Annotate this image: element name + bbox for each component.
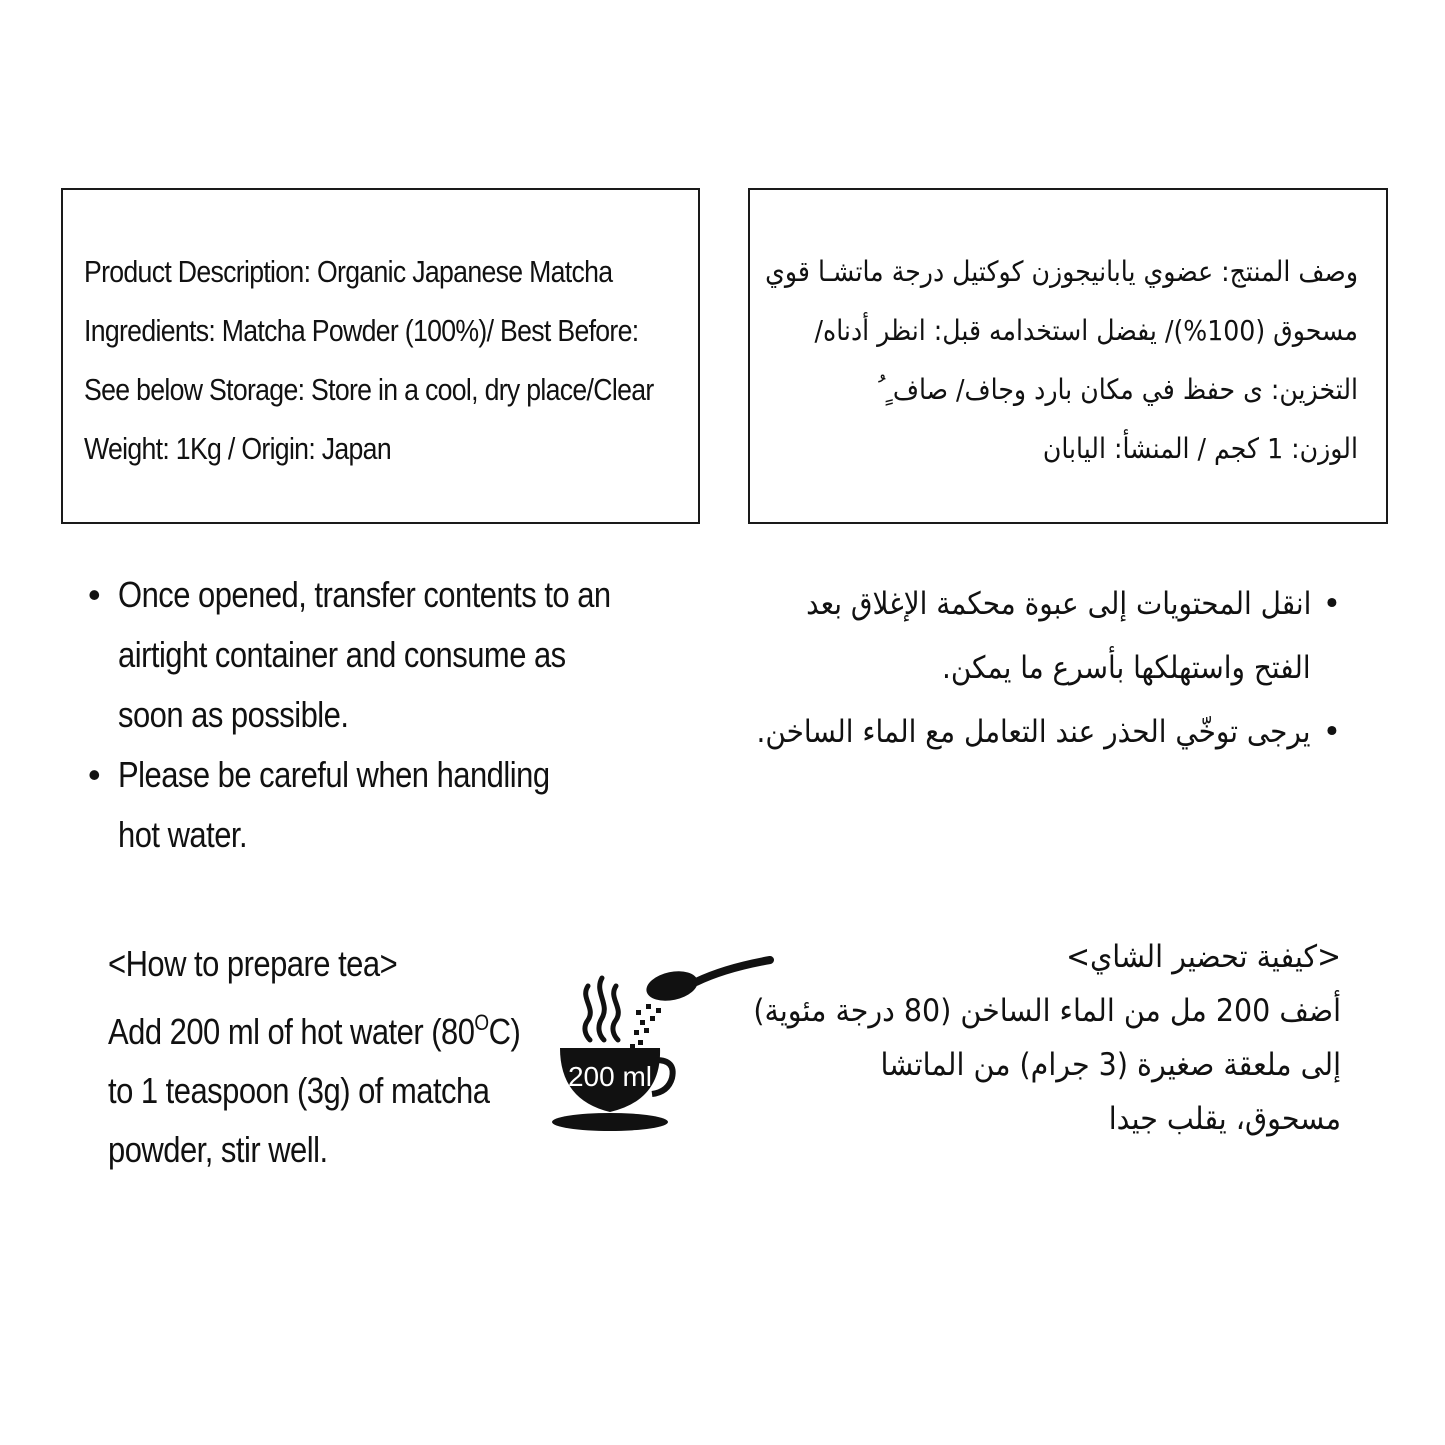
steam-icon xyxy=(585,978,618,1040)
ingredients-line: Ingredients: Matcha Powder (100%)/ Best Before: xyxy=(84,313,639,348)
preparation-title: <How to prepare tea> xyxy=(108,943,398,984)
note-text: hot water. xyxy=(118,814,248,855)
powder-particles-icon xyxy=(630,1004,661,1049)
preparation-title-ar: <كيفية تحضير الشاي> xyxy=(1066,939,1341,975)
product-info-box-en xyxy=(61,188,700,524)
note-text: Once opened, transfer contents to an xyxy=(118,574,611,615)
product-description-line-ar: وصف المنتج: عضوي يابانيجوزن كوكتيل درجة ماتشـا قوي xyxy=(765,255,1358,288)
preparation-instructions-ar xyxy=(721,930,1341,1146)
bullet-icon: • xyxy=(88,754,101,795)
note-text: Please be careful when handling xyxy=(118,754,550,795)
storage-notes-en xyxy=(84,565,684,865)
bullet-icon: • xyxy=(1322,586,1341,622)
list-item xyxy=(725,700,1345,764)
preparation-step-ar: مسحوق، يقلب جيدا xyxy=(1108,1101,1341,1137)
bullet-icon: • xyxy=(1322,714,1341,750)
saucer-icon xyxy=(552,1113,668,1131)
ingredients-line-ar: مسحوق (100%)/ يفضل استخدامه قبل: انظر أدناه/ xyxy=(814,314,1358,347)
preparation-step: powder, stir well. xyxy=(108,1129,328,1170)
degree-symbol: O xyxy=(474,1010,489,1035)
note-text: airtight container and consume as xyxy=(118,634,566,675)
product-info-box-ar xyxy=(748,188,1388,524)
cup-volume-label: 200 ml xyxy=(567,1061,653,1092)
bullet-icon: • xyxy=(88,574,101,615)
preparation-step-ar: أضف 200 مل من الماء الساخن (80 درجة مئوية) xyxy=(753,993,1341,1029)
weight-origin-line-ar: الوزن: 1 كجم / المنشأ: اليابان xyxy=(1042,432,1358,465)
note-text-ar: انقل المحتويات إلى عبوة محكمة الإغلاق بعد xyxy=(805,586,1311,622)
list-item xyxy=(725,572,1345,700)
preparation-step-ar: إلى ملعقة صغيرة (3 جرام) من الماتشا xyxy=(880,1047,1341,1083)
preparation-step: Add 200 ml of hot water $(80^OC)$ xyxy=(108,1010,521,1052)
list-item xyxy=(84,565,684,745)
preparation-step: to 1 teaspoon (3g) of matcha xyxy=(108,1070,490,1111)
preparation-instructions-en xyxy=(108,934,568,1179)
weight-origin-line: Weight: 1Kg / Origin: Japan xyxy=(84,431,391,466)
storage-line: See below Storage: Store in a cool, dry place/Clear xyxy=(84,372,654,407)
note-text: soon as possible. xyxy=(118,694,349,735)
storage-line-ar: التخزين: ى حفظ في مكان بارد وجاف/ صاف ٍ ُ xyxy=(878,373,1358,406)
list-item xyxy=(84,745,684,865)
note-text-ar: يرجى توخّي الحذر عند التعامل مع الماء الساخن. xyxy=(756,714,1311,750)
note-text-ar: الفتح واستهلكها بأسرع ما يمكن. xyxy=(942,650,1311,686)
storage-notes-ar xyxy=(725,572,1345,764)
product-description-line: Product Description: Organic Japanese Matcha xyxy=(84,254,613,289)
